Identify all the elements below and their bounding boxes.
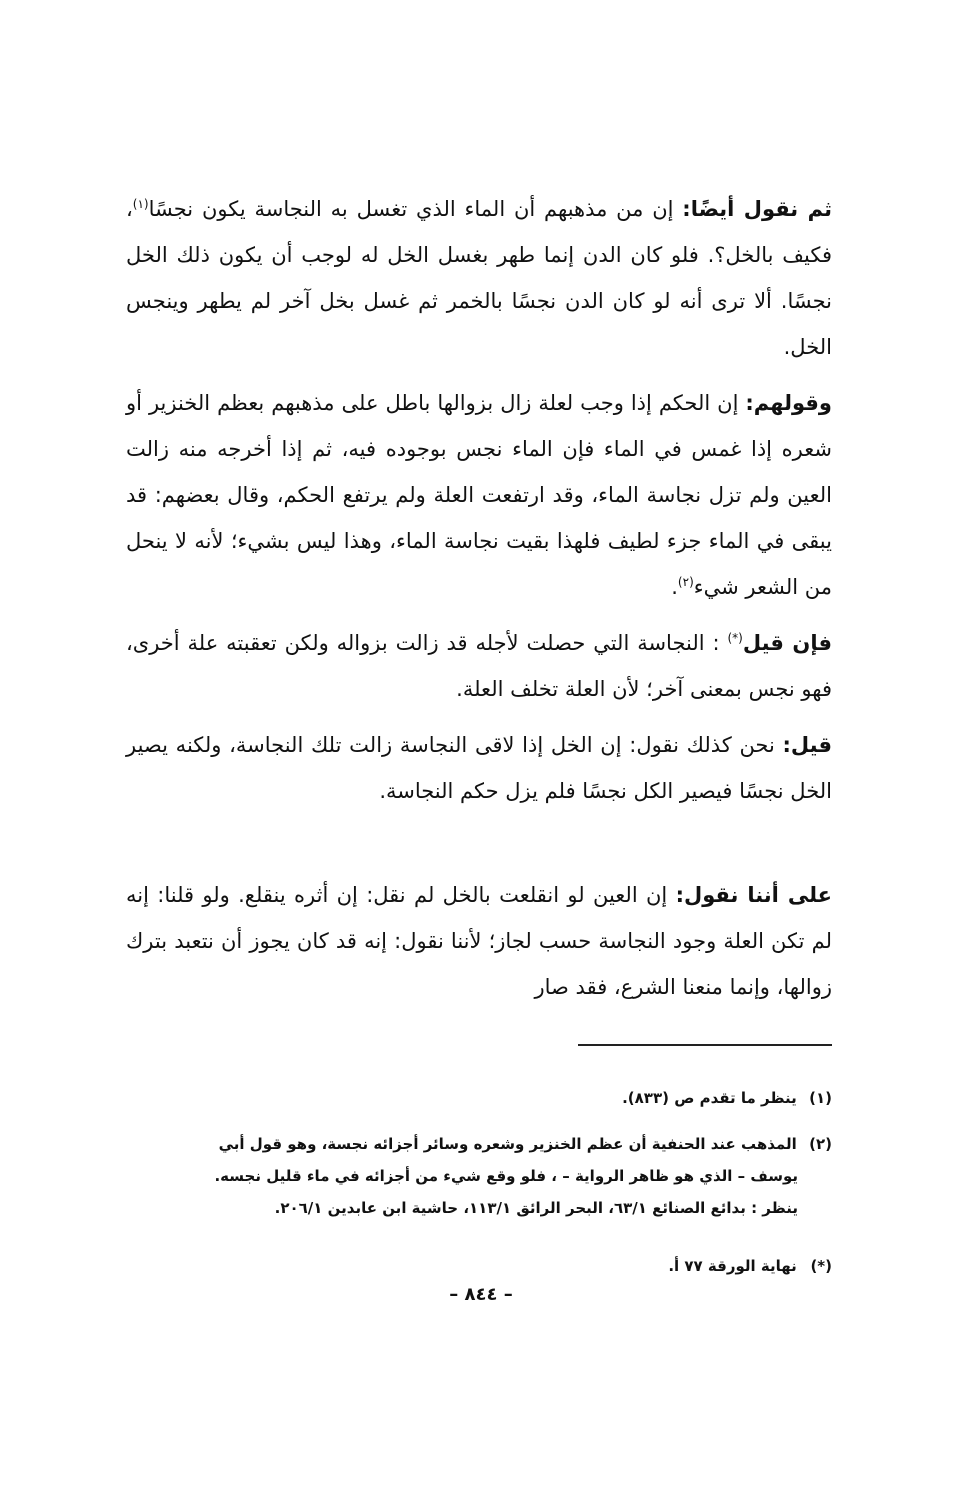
footnote-text: يوسف – الذي هو ظاهر الرواية – ، فلو وقع شيء من أجزائه في ماء قليل نجسه. — [214, 1167, 798, 1185]
footnote-3 — [126, 1250, 832, 1282]
paragraph-1 — [126, 186, 832, 370]
footnote-divider — [578, 1044, 832, 1046]
paragraph-lead: فإن قيل — [742, 631, 832, 655]
footnote-text: ينظر : بدائع الصنائع ٦٣/١، البحر الرائق ١١٣/١، حاشية ابن عابدين ٢٠٦/١. — [274, 1199, 798, 1217]
paragraph-4 — [126, 722, 832, 814]
footnote-ref[interactable]: (*) — [727, 631, 743, 645]
footnote-ref[interactable]: (٢) — [677, 575, 694, 589]
paragraph-2 — [126, 380, 832, 610]
paragraph-text: ، فكيف بالخل؟. فلو كان الدن إنما طهر بغسل الخل له لوجب أن يكون ذلك الخل نجسًا. ألا ترى أنه لو كان الدن نجسًا بالخمر ثم غسل بخل آخر لم يطهر وينجس الخل. — [126, 197, 832, 359]
footnote-marker: (*) — [810, 1257, 832, 1275]
paragraph-text: إن من مذهبهم أن الماء الذي تغسل به النجاسة يكون نجسًا — [148, 197, 683, 221]
paragraph-5 — [126, 872, 832, 1010]
paragraph-lead: ثم نقول أيضًا: — [682, 197, 832, 221]
footnote-text: ينظر ما تقدم ص (٨٣٣). — [622, 1089, 797, 1107]
footnote-marker: (١) — [809, 1089, 832, 1107]
footnote-ref[interactable]: (١) — [132, 197, 149, 211]
paragraph-lead: قيل: — [782, 733, 832, 757]
paragraph-lead: وقولهم: — [745, 391, 832, 415]
page-number: – ٨٤٤ – — [449, 1284, 513, 1305]
footnote-2 — [126, 1128, 832, 1224]
footnote-marker: (٢) — [809, 1135, 832, 1153]
paragraph-text: نحن كذلك نقول: إن الخل إذا لاقى النجاسة زالت تلك النجاسة، ولكنه يصير الخل نجسًا فيصير الكل نجسًا فلم يزل حكم النجاسة. — [126, 733, 832, 803]
footnote-text: المذهب عند الحنفية أن عظم الخنزير وشعره وسائر أجزائه نجسة، وهو قول أبي — [218, 1135, 797, 1153]
paragraph-3 — [126, 620, 832, 712]
footnote-text: نهاية الورقة ٧٧ أ. — [668, 1257, 797, 1275]
paragraph-lead: على أننا نقول: — [675, 883, 832, 907]
footnote-1 — [126, 1082, 832, 1114]
paragraph-text: إن الحكم إذا وجب لعلة زال بزوالها باطل على مذهبهم بعظم الخنزير أو شعره إذا غمس في الماء فإن الماء نجس بوجوده فيه، ثم إذا أخرجه منه زالت العين ولم تزل نجاسة الماء، وقد ارتفعت العلة ولم يرتفع الحكم، وقال بعضهم: قد يبقى في الماء جزء لطيف فلهذا بقيت نجاسة الماء، وهذا ليس بشيء؛ لأنه لا ينحل من الشعر شيء — [126, 391, 832, 599]
paragraph-text: . — [671, 575, 678, 599]
paragraph-text: : النجاسة التي حصلت لأجله قد زالت بزواله ولكن تعقبته علة أخرى، فهو نجس بمعنى آخر؛ لأن العلة تخلف العلة. — [126, 631, 832, 701]
paragraph-text: إن العين لو انقلعت بالخل لم نقل: إن أثره ينقلع. ولو قلنا: إنه لم تكن العلة وجود النجاسة حسب لجاز؛ لأننا نقول: إنه قد كان يجوز أن نتعبد بترك زوالها، وإنما منعنا الشرع، فقد صار — [126, 883, 832, 999]
